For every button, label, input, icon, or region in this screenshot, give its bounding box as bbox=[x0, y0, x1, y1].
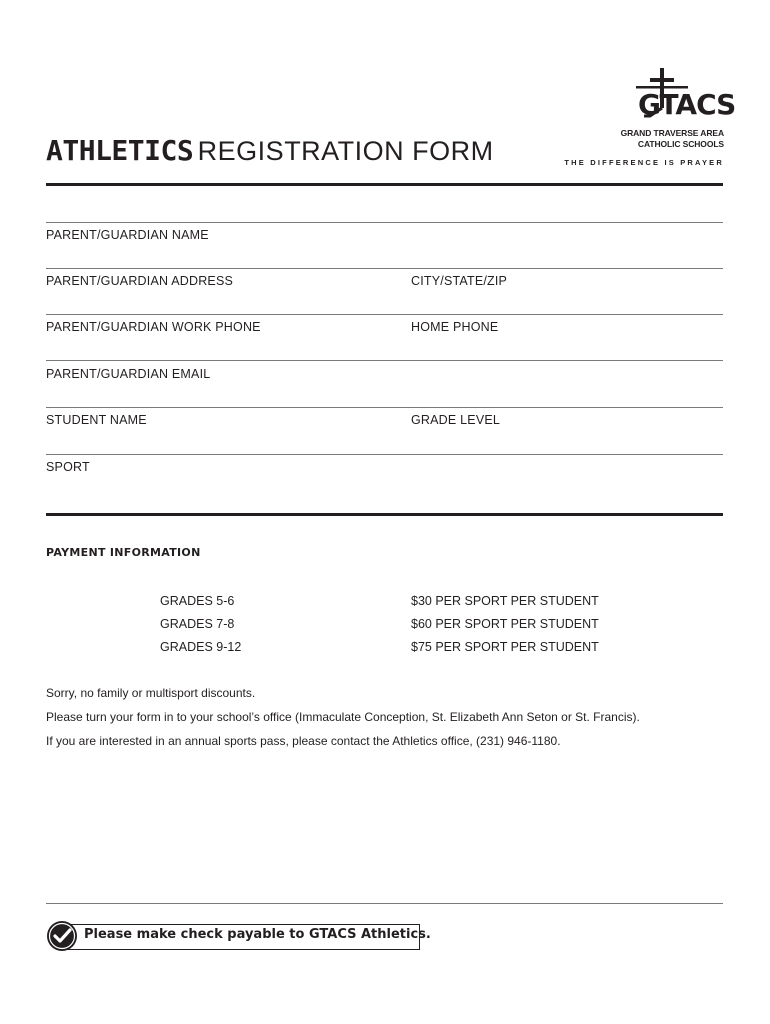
check-payable-notice bbox=[46, 920, 431, 952]
divider bbox=[46, 222, 723, 223]
work-phone-label: PARENT/GUARDIAN WORK PHONE bbox=[46, 320, 261, 334]
logo-tagline: THE DIFFERENCE IS PRAYER bbox=[564, 158, 724, 167]
grades-label: GRADES 5-6 bbox=[160, 594, 235, 608]
divider bbox=[46, 407, 723, 408]
city-state-zip-label: CITY/STATE/ZIP bbox=[411, 274, 508, 288]
grades-label: GRADES 9-12 bbox=[160, 640, 242, 654]
divider bbox=[46, 360, 723, 361]
payment-heading: PAYMENT INFORMATION bbox=[46, 546, 201, 559]
divider bbox=[46, 454, 723, 455]
email-label: PARENT/GUARDIAN EMAIL bbox=[46, 367, 211, 381]
grades-label: GRADES 7-8 bbox=[160, 617, 235, 631]
logo-letters: GTACS bbox=[638, 88, 736, 121]
logo-line-1: GRAND TRAVERSE AREA bbox=[620, 128, 724, 138]
home-phone-label: HOME PHONE bbox=[411, 320, 499, 334]
gtacs-logo bbox=[564, 62, 736, 172]
note-line: If you are interested in an annual sports pass, please contact the Athletics office, (231) 946-1180. bbox=[46, 734, 561, 748]
logo-line-2: CATHOLIC SCHOOLS bbox=[637, 139, 724, 149]
note-line: Sorry, no family or multisport discounts. bbox=[46, 686, 256, 700]
divider bbox=[46, 903, 723, 904]
price-label: $60 PER SPORT PER STUDENT bbox=[411, 617, 599, 631]
grade-level-label: GRADE LEVEL bbox=[411, 413, 501, 427]
title-bold: ATHLETICS bbox=[46, 134, 194, 167]
page-title bbox=[46, 134, 494, 167]
check-notice-text: Please make check payable to GTACS Athletics. bbox=[84, 927, 431, 942]
price-label: $30 PER SPORT PER STUDENT bbox=[411, 594, 599, 608]
price-label: $75 PER SPORT PER STUDENT bbox=[411, 640, 599, 654]
title-rule bbox=[46, 183, 723, 186]
student-name-label: STUDENT NAME bbox=[46, 413, 147, 427]
divider bbox=[46, 314, 723, 315]
sport-label: SPORT bbox=[46, 460, 90, 474]
section-rule bbox=[46, 513, 723, 516]
parent-address-label: PARENT/GUARDIAN ADDRESS bbox=[46, 274, 234, 288]
parent-name-label: PARENT/GUARDIAN NAME bbox=[46, 228, 209, 242]
note-line: Please turn your form in to your school’s office (Immaculate Conception, St. Elizabeth Ann Seton or St. Francis). bbox=[46, 710, 640, 724]
divider bbox=[46, 268, 723, 269]
checkmark-circle-icon bbox=[46, 920, 78, 952]
title-regular: REGISTRATION FORM bbox=[197, 136, 494, 166]
